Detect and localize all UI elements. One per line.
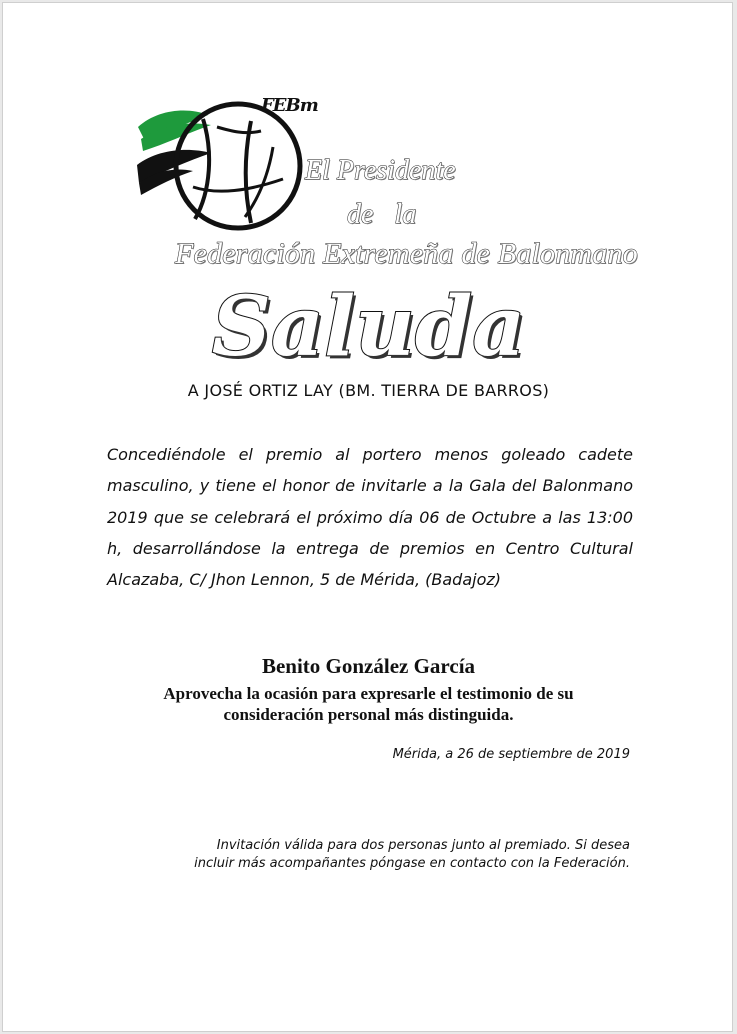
note-line-1: Invitación válida para dos personas junto al premiado. Si desea [216, 838, 630, 853]
federation-logo [133, 91, 333, 261]
heading-line-2: de la [347, 199, 417, 230]
note-line-2: incluir más acompañantes póngase en contacto con la Federación. [194, 856, 630, 871]
closing-line-1: Aprovecha la ocasión para expresarle el testimonio de su [163, 684, 574, 703]
closing-line-2: consideración personal más distinguida. [223, 705, 514, 724]
recipient-line: A JOSÉ ORTIZ LAY (BM. TIERRA DE BARROS) [187, 381, 550, 400]
invitation-note [194, 837, 630, 873]
logo-acronym: FEBm [261, 95, 318, 116]
letter-page [2, 2, 733, 1032]
heading-line-3: Federación Extremeña de Balonmano [175, 237, 638, 270]
handball-logo-icon [133, 91, 333, 261]
saluda-title: Saluda [211, 279, 526, 375]
invitation-body: Concediéndole el premio al portero menos goleado cadete masculino, y tiene el honor de invitarle a la Gala del Balonmano 2019 que se celebrará el próximo día 06 de Octubre a las 13:00 h, desarrollándose la entrega de premios en Centro Cultural Alcazaba, C/ Jhon Lennon, 5 de Mérida, (Badajoz) [107, 445, 633, 590]
closing-sentiment [3, 683, 734, 725]
heading-line-1: El Presidente [305, 155, 456, 186]
place-and-date: Mérida, a 26 de septiembre de 2019 [392, 747, 630, 762]
signer-name: Benito González García [261, 654, 476, 678]
